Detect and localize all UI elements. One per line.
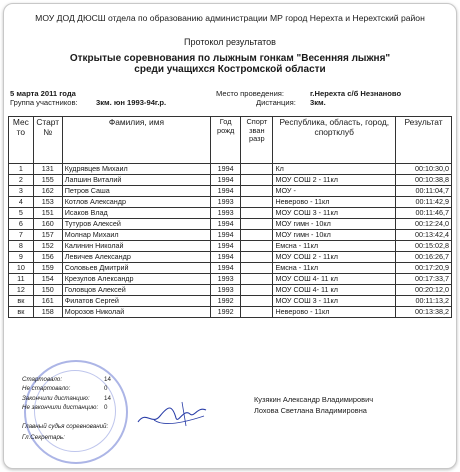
cell-place: 5 [9,208,34,219]
cell-year: 1993 [211,197,241,208]
table-row [9,164,452,175]
stat-label: Не стартовало: [22,385,71,393]
event-title-line2: среди учащихся Костромской области [134,64,326,75]
cell-start: 157 [33,230,62,241]
cell-result: 00:12:24,0 [396,219,452,230]
cell-place: вк [9,307,34,318]
cell-result: 00:11:04,7 [396,186,452,197]
cell-name: Крезулов Александр [62,274,210,285]
stat-label: Стартовало: [22,376,63,383]
cell-name: Головцов Алексей [62,285,210,296]
cell-club: Емсна - 11кл [273,263,396,274]
cell-rank [241,219,273,230]
cell-result: 00:11:42,9 [396,197,452,208]
table-row [9,186,452,197]
results-table [8,116,452,318]
cell-start: 131 [33,164,62,175]
distance-value: 3км. [310,98,326,107]
chief-secretary-label: Гл.Секретарь: [22,434,65,441]
cell-name: Петров Саша [62,186,210,197]
cell-place: вк [9,296,34,307]
col-name: Фамилия, имя [62,117,210,164]
table-row [9,219,452,230]
cell-rank [241,241,273,252]
cell-place: 2 [9,175,34,186]
table-row [9,263,452,274]
cell-club: МОУ - [273,186,396,197]
cell-result: 00:11:13,2 [396,296,452,307]
venue-label: Место проведения: [216,89,285,98]
table-row [9,197,452,208]
cell-club: МОУ СОШ 2 - 11кл [273,175,396,186]
cell-rank [241,296,273,307]
cell-year: 1993 [211,208,241,219]
cell-start: 152 [33,241,62,252]
cell-result: 00:15:02,8 [396,241,452,252]
cell-place: 11 [9,274,34,285]
cell-name: Морозов Николай [62,307,210,318]
cell-result: 00:17:33,7 [396,274,452,285]
cell-place: 1 [9,164,34,175]
cell-name: Котлов Александр [62,197,210,208]
cell-place: 6 [9,219,34,230]
cell-rank [241,230,273,241]
cell-name: Филатов Сергей [62,296,210,307]
document-page [3,3,457,469]
table-row [9,307,452,318]
cell-club: МОУ СОШ 2 - 11кл [273,252,396,263]
stat-value: 14 [104,394,111,402]
cell-club: МОУ СОШ 4- 11 кл [273,274,396,285]
cell-year: 1993 [211,274,241,285]
cell-year: 1992 [211,296,241,307]
cell-year: 1994 [211,219,241,230]
cell-start: 150 [33,285,62,296]
table-row [9,175,452,186]
cell-name: Кудрявцев Михаил [62,164,210,175]
stat-value: 0 [104,385,108,393]
cell-result: 00:16:26,7 [396,252,452,263]
cell-rank [241,208,273,219]
cell-result: 00:17:20,9 [396,263,452,274]
cell-name: Молнар Михаил [62,230,210,241]
cell-start: 151 [33,208,62,219]
distance-label: Дистанция: [256,98,296,107]
cell-rank [241,274,273,285]
col-sport-rank: Спорт зван разр [241,117,273,164]
chief-secretary-name: Лохова Светлана Владимировна [254,406,367,415]
cell-year: 1994 [211,230,241,241]
cell-start: 155 [33,175,62,186]
chief-judge-label: Главный судья соревнований: [22,423,109,430]
cell-year: 1994 [211,186,241,197]
cell-result: 00:13:38,2 [396,307,452,318]
cell-club: МОУ СОШ 4- 11 кл [273,285,396,296]
cell-result: 00:20:12,0 [396,285,452,296]
cell-club: Неверово - 11кл [273,197,396,208]
cell-start: 154 [33,274,62,285]
cell-result: 00:13:42,4 [396,230,452,241]
cell-start: 162 [33,186,62,197]
stat-label: Не закончили дистанцию: [22,404,99,412]
cell-club: МОУ гимн - 10кл [273,230,396,241]
cell-year: 1993 [211,285,241,296]
cell-result: 00:11:46,7 [396,208,452,219]
cell-start: 153 [33,197,62,208]
cell-name: Исаков Влад [62,208,210,219]
cell-result: 00:10:30,0 [396,164,452,175]
cell-year: 1994 [211,263,241,274]
cell-name: Левичев Александр [62,252,210,263]
table-header-row [9,117,452,164]
cell-year: 1994 [211,164,241,175]
cell-place: 9 [9,252,34,263]
cell-place: 12 [9,285,34,296]
cell-year: 1994 [211,241,241,252]
cell-club: МОУ СОШ 3 - 11кл [273,208,396,219]
cell-rank [241,186,273,197]
protocol-title: Протокол результатов [184,37,276,47]
cell-year: 1992 [211,307,241,318]
table-row [9,274,452,285]
table-row [9,285,452,296]
table-row [9,252,452,263]
cell-start: 161 [33,296,62,307]
participants-group-label: Группа участников: [10,98,78,107]
statistics-block [22,376,132,414]
organization-header: МОУ ДОД ДЮСШ отдела по образованию администрации МР город Нерехта и Нерехтский район [35,13,425,23]
cell-rank [241,263,273,274]
cell-name: Калинин Николай [62,241,210,252]
col-region: Республика, область, город, спортклуб [273,117,396,164]
col-start-number: Старт № [33,117,62,164]
col-birth-year: Год рожд [211,117,241,164]
cell-start: 160 [33,219,62,230]
cell-club: МОУ СОШ 3 - 11кл [273,296,396,307]
cell-name: Соловьев Дмитрий [62,263,210,274]
table-row [9,208,452,219]
chief-judge-name: Кузякин Александр Владимирович [254,395,374,404]
cell-name: Лапшин Виталий [62,175,210,186]
table-row [9,241,452,252]
cell-rank [241,164,273,175]
table-row [9,230,452,241]
cell-place: 10 [9,263,34,274]
col-place: Мес то [9,117,34,164]
cell-rank [241,175,273,186]
venue-value: г.Нерехта с/б Незнаново [310,89,402,98]
cell-club: Кл [273,164,396,175]
table-row [9,296,452,307]
cell-place: 4 [9,197,34,208]
cell-year: 1994 [211,252,241,263]
cell-rank [241,252,273,263]
cell-rank [241,307,273,318]
cell-place: 7 [9,230,34,241]
cell-start: 158 [33,307,62,318]
event-title-line1: Открытые соревнования по лыжным гонкам "Весенняя лыжня" [69,53,391,64]
cell-rank [241,197,273,208]
stat-value: 0 [104,404,108,412]
stat-label: Закончили дистанцию: [22,394,90,402]
cell-place: 3 [9,186,34,197]
cell-club: МОУ гимн - 10кл [273,219,396,230]
stat-value: 14 [104,376,111,383]
event-date: 5 марта 2011 года [10,89,76,98]
cell-year: 1994 [211,175,241,186]
cell-start: 159 [33,263,62,274]
col-result: Результат [396,117,452,164]
cell-result: 00:10:38,8 [396,175,452,186]
cell-start: 156 [33,252,62,263]
handwritten-signature [134,396,214,432]
participants-group-value: 3км. юн 1993-94г.р. [96,98,167,107]
cell-club: Неверово - 11кл [273,307,396,318]
cell-name: Тутуров Алексей [62,219,210,230]
cell-rank [241,285,273,296]
cell-place: 8 [9,241,34,252]
cell-club: Емсна - 11кл [273,241,396,252]
